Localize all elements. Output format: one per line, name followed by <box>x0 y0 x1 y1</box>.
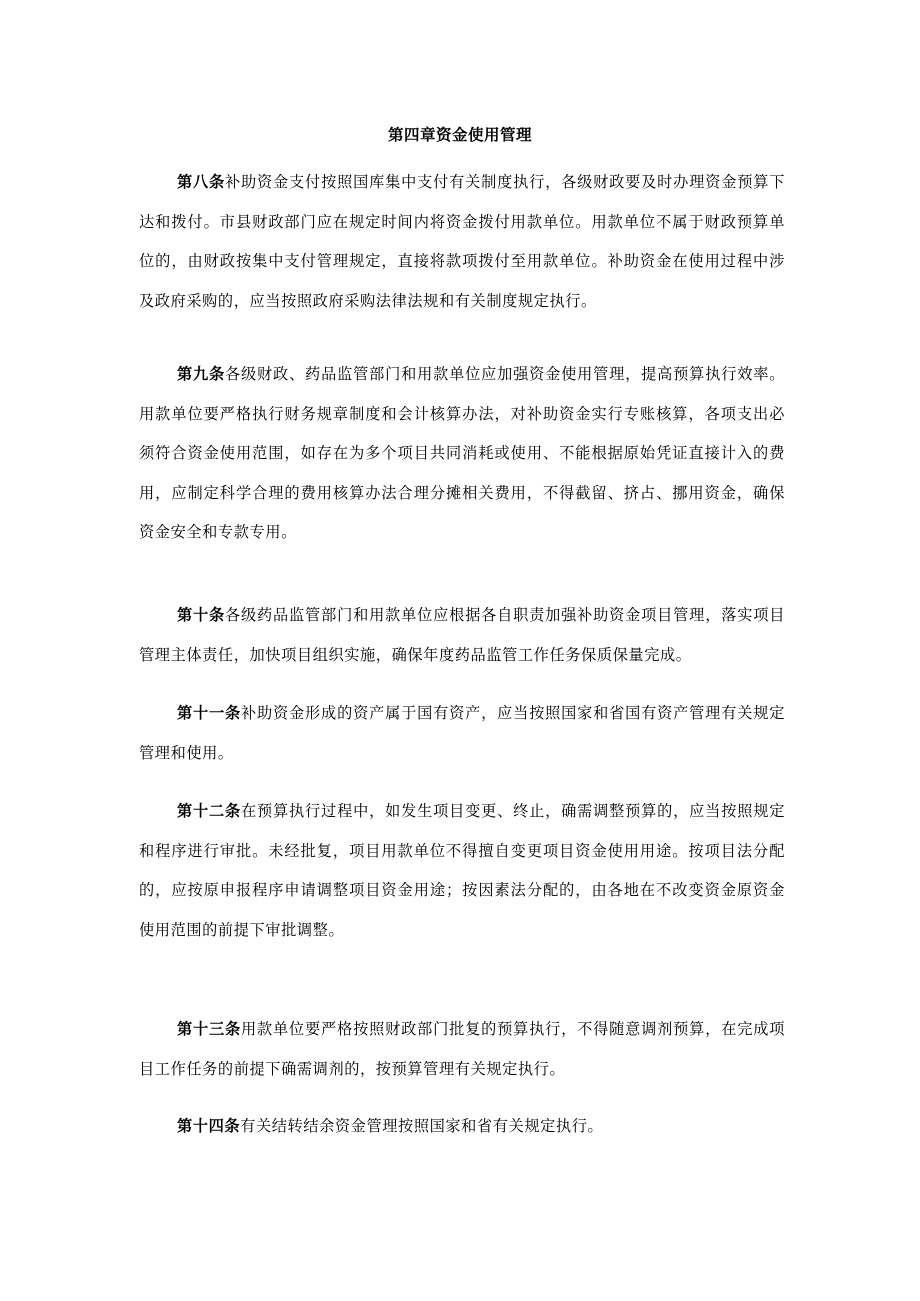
article-text: 补助资金支付按照国库集中支付有关制度执行，各级财政要及时办理资金预算下达和拨付。市县财政部门应在规定时间内将资金拨付用款单位。用款单位不属于财政预算单位的，由财政按集中支付管理规定，直接将款项拨付至用款单位。补助资金在使用过程中涉及政府采购的，应当按照政府采购法律法规和有关制度规定执行。 <box>139 173 786 310</box>
article-label: 第十四条 <box>177 1117 241 1135</box>
article-text: 有关结转结余资金管理按照国家和省有关规定执行。 <box>240 1117 604 1135</box>
article-label: 第九条 <box>177 365 226 383</box>
article-13 <box>139 1010 785 1089</box>
article-text: 补助资金形成的资产属于国有资产，应当按照国家和省国有资产管理有关规定管理和使用。 <box>139 704 785 762</box>
chapter-title: 第四章资金使用管理 <box>387 126 532 144</box>
article-11 <box>139 694 785 773</box>
article-text: 在预算执行过程中，如发生项目变更、终止，确需调整预算的，应当按照规定和程序进行审批。未经批复，项目用款单位不得擅自变更项目资金使用用途。按项目法分配的，应按原申报程序申请调整项目资金用途；按因素法分配的，由各地在不改变资金原资金使用范围的前提下审批调整。 <box>139 802 785 939</box>
article-label: 第十二条 <box>177 802 242 820</box>
article-label: 第十一条 <box>177 704 242 722</box>
article-label: 第十条 <box>177 606 226 624</box>
article-label: 第八条 <box>177 173 226 191</box>
article-text: 用款单位要严格按照财政部门批复的预算执行，不得随意调剂预算，在完成项目工作任务的前提下确需调剂的，按预算管理有关规定执行。 <box>139 1020 785 1078</box>
article-text: 各级药品监管部门和用款单位应根据各自职责加强补助资金项目管理，落实项目管理主体责任，加快项目组织实施，确保年度药品监管工作任务保质保量完成。 <box>139 606 786 664</box>
article-label: 第十三条 <box>177 1020 242 1038</box>
article-9 <box>139 355 785 553</box>
article-12 <box>139 792 785 950</box>
article-10 <box>139 596 785 675</box>
article-8 <box>139 163 785 321</box>
article-text: 各级财政、药品监管部门和用款单位应加强资金使用管理，提高预算执行效率。用款单位要严格执行财务规章制度和会计核算办法，对补助资金实行专账核算，各项支出必须符合资金使用范围，如存在为多个项目共同消耗或使用、不能根据原始凭证直接计入的费用，应制定科学合理的费用核算办法合理分摊相关费用，不得截留、挤占、挪用资金，确保资金安全和专款专用。 <box>139 365 786 541</box>
article-14 <box>139 1107 785 1147</box>
